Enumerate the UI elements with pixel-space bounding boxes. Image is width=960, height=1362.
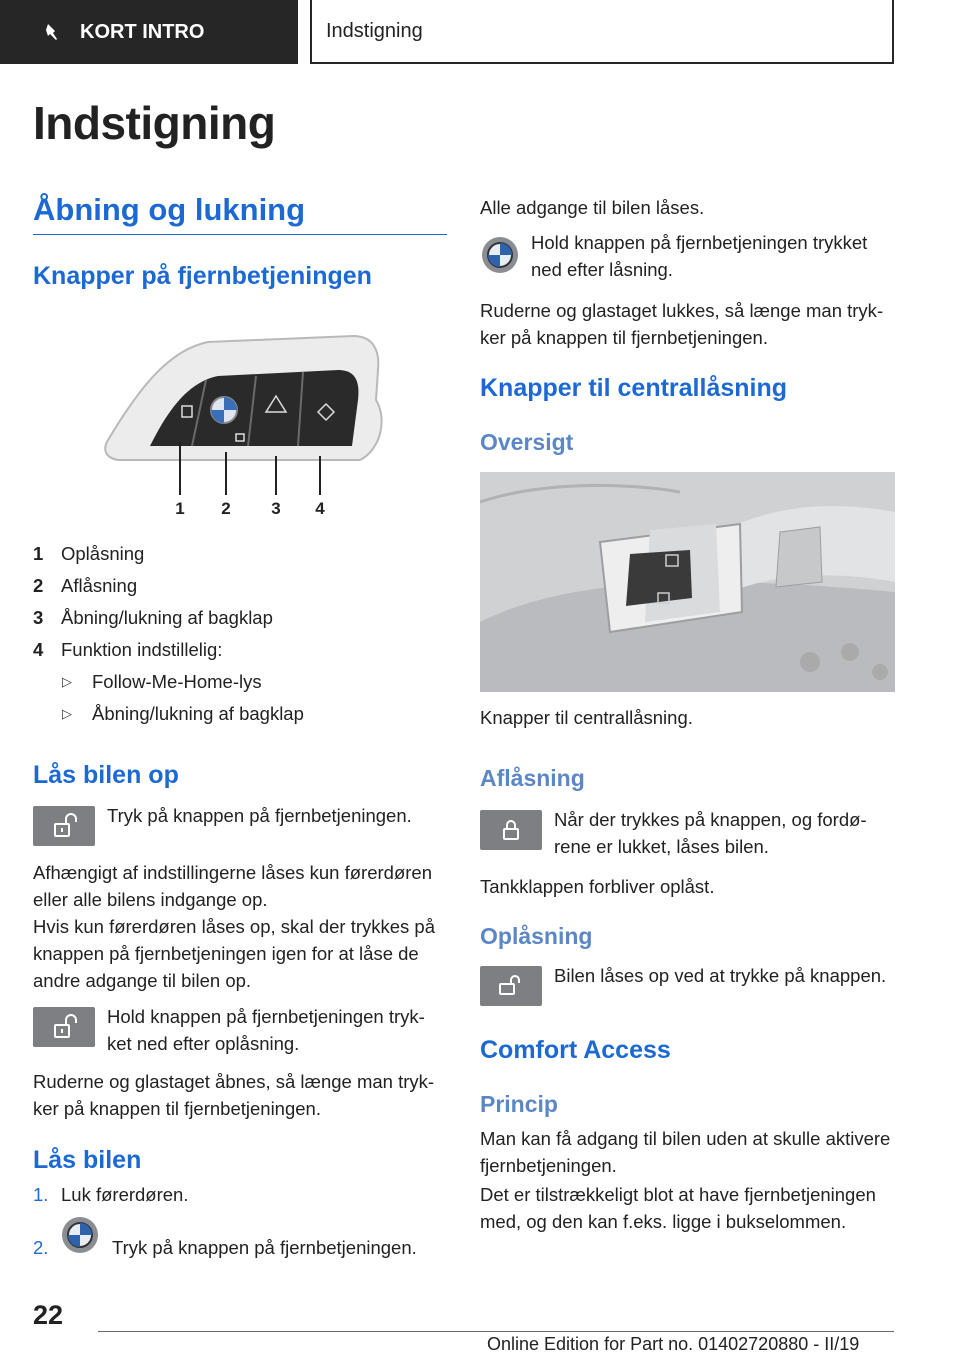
key-fob-illustration xyxy=(98,330,388,520)
unlock-panel-button-icon xyxy=(480,966,542,1006)
chapter-tab-label: Indstigning xyxy=(326,19,423,42)
unlock-button-icon xyxy=(33,806,95,846)
heading-open-close: Åbning og lukning xyxy=(33,192,306,227)
unlock-description: Bilen låses op ved at trykke på knappen. xyxy=(554,965,887,986)
door-panel-photo xyxy=(480,472,895,692)
heading-remote-buttons: Knapper på fjernbetjeningen xyxy=(33,262,372,290)
sub-list-item: ▷ Follow-Me-Home-lys xyxy=(62,671,262,692)
heading-overview: Oversigt xyxy=(480,429,574,455)
sub-list xyxy=(33,666,433,730)
button-legend-list xyxy=(33,538,433,730)
heading-unlock: Oplåsning xyxy=(480,923,593,949)
unlock-text-2: Afhængigt af indstillingerne låses kun førerdøren eller alle bilens indgange op. xyxy=(33,862,432,910)
unlock-text-4: Hold knappen på fjernbetjeningen trykket ned efter oplåsning. xyxy=(107,1006,425,1054)
remote-lock-button-icon xyxy=(60,1215,100,1255)
heading-unlock-car: Lås bilen op xyxy=(33,761,179,789)
heading-principle: Princip xyxy=(480,1091,558,1117)
remote-lock-button-icon xyxy=(480,235,520,275)
lock-text-3: Ruderne og glastaget lukkes, så længe man trykker på knappen til fjernbetjeningen. xyxy=(480,300,884,348)
lock-button-icon xyxy=(480,810,542,850)
heading-central-locking: Knapper til centrallåsning xyxy=(480,374,788,402)
lock-step-1: 1. Luk førerdøren. xyxy=(33,1184,189,1205)
list-item: 4 Funktion indstillelig: xyxy=(33,639,223,660)
sub-list-item: ▷ Åbning/lukning af bagklap xyxy=(62,703,304,724)
lock-step-2: 2. xyxy=(33,1237,49,1258)
unlock-text-3: Hvis kun førerdøren låses op, skal der trykkes på knappen på fjernbetjeningen igen for at låse de andre adgange til bilen op. xyxy=(33,916,436,991)
heading-lock: Aflåsning xyxy=(480,765,585,791)
principle-text-2: Det er tilstrækkeligt blot at have fjernbetjeningen med, og den kan f.eks. ligge i bukselommen. xyxy=(480,1184,876,1232)
unlock-text-1: Tryk på knappen på fjernbetjeningen. xyxy=(107,805,412,826)
page-title: Indstigning xyxy=(33,97,276,149)
triangle-bullet-icon: ▷ xyxy=(62,706,72,721)
lock-description: Når der trykkes på knappen, og fordørene er lukket, låses bilen. xyxy=(554,809,867,857)
key-label-4: 4 xyxy=(315,499,325,518)
section-tab[interactable] xyxy=(0,0,298,64)
key-label-3: 3 xyxy=(271,499,281,518)
photo-caption: Knapper til centrallåsning. xyxy=(480,707,693,728)
page-number: 22 xyxy=(33,1300,64,1330)
footer-rule xyxy=(98,1331,894,1332)
heading-comfort-access: Comfort Access xyxy=(480,1036,671,1064)
list-item: 1 Oplåsning xyxy=(33,543,145,564)
list-item: 2 Aflåsning xyxy=(33,575,138,596)
edition-note: Online Edition for Part no. 01402720880 - II/19 xyxy=(487,1334,860,1354)
lock-text-1: Alle adgange til bilen låses. xyxy=(480,197,705,218)
lock-text-2: Hold knappen på fjernbetjeningen trykket ned efter låsning. xyxy=(531,232,868,280)
section-tab-label: KORT INTRO xyxy=(80,20,205,43)
unlock-text-5: Ruderne og glastaget åbnes, så længe man trykker på knappen til fjernbetjeningen. xyxy=(33,1071,435,1119)
heading-rule xyxy=(33,234,447,235)
key-label-2: 2 xyxy=(221,499,231,518)
pushpin-icon xyxy=(42,22,62,42)
principle-text-1: Man kan få adgang til bilen uden at skulle aktivere fjernbetjeningen. xyxy=(480,1128,891,1176)
unlock-button-icon-2 xyxy=(33,1007,95,1047)
lock-step-2-text: Tryk på knappen på fjernbetjeningen. xyxy=(112,1237,417,1258)
list-item: 3 Åbning/lukning af bagklap xyxy=(33,607,273,628)
triangle-bullet-icon: ▷ xyxy=(62,674,72,689)
key-label-1: 1 xyxy=(175,499,185,518)
heading-lock-car: Lås bilen xyxy=(33,1146,142,1174)
fuel-flap-text: Tankklappen forbliver oplåst. xyxy=(480,876,715,897)
chapter-tab[interactable] xyxy=(310,0,894,64)
